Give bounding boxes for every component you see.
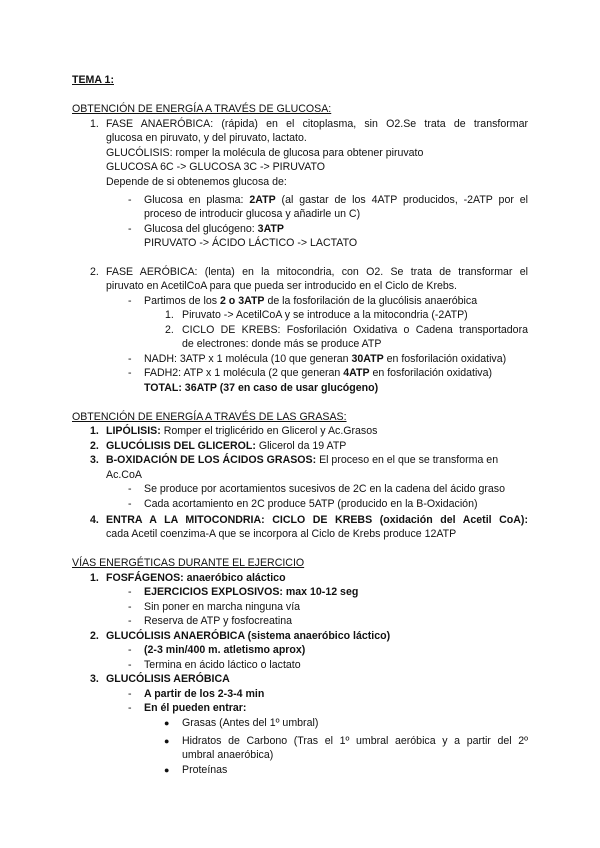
section-heading-exercise: VÍAS ENERGÉTICAS DURANTE EL EJERCICIO <box>72 557 305 569</box>
text-line: FASE AERÓBICA: (lenta) en la mitocondria, con O2. Se trata de transformar el <box>106 266 528 278</box>
list-number: 1. <box>90 425 99 437</box>
text-line: GLUCÓLISIS AERÓBICA <box>106 673 230 685</box>
text-line: Cada acortamiento en 2C produce 5ATP (producido en la B-Oxidación) <box>144 498 478 510</box>
text-line: umbral anaeróbica) <box>182 749 274 761</box>
text-line: FADH2: ATP x 1 molécula (2 que generan 4ATP en fosforilación oxidativa) <box>144 367 493 379</box>
dash-marker: - <box>128 498 132 510</box>
text-line: Glucosa en plasma: 2ATP (al gastar de los 4ATP producidos, -2ATP por el <box>144 194 528 206</box>
text-line: GLUCÓLISIS ANAERÓBICA (sistema anaeróbico láctico) <box>106 630 391 642</box>
text-line: EJERCICIOS EXPLOSIVOS: max 10-12 seg <box>144 586 359 598</box>
list-number: 2. <box>90 266 99 278</box>
dash-marker: - <box>128 367 132 379</box>
dash-marker: - <box>128 702 132 714</box>
text-line: GLUCOSA 6C -> GLUCOSA 3C -> PIRUVATO <box>106 161 326 173</box>
text-line: PIRUVATO -> ÁCIDO LÁCTICO -> LACTATO <box>144 237 358 249</box>
text-line: Glucosa del glucógeno: 3ATP <box>144 223 284 235</box>
text-line: de electrones: donde más se produce ATP <box>182 338 382 350</box>
text-line: Piruvato -> AcetilCoA y se introduce a la mitocondria (-2ATP) <box>182 309 468 321</box>
text-line: Grasas (Antes del 1º umbral) <box>182 717 319 729</box>
text-line: Termina en ácido láctico o lactato <box>144 659 301 671</box>
text-line: A partir de los 2-3-4 min <box>144 688 265 700</box>
text-line: Reserva de ATP y fosfocreatina <box>144 615 292 627</box>
list-number: 2. <box>90 440 99 452</box>
text-line: CICLO DE KREBS: Fosforilación Oxidativa o Cadena transportadora <box>182 324 528 336</box>
section-heading-fats: OBTENCIÓN DE ENERGÍA A TRAVÉS DE LAS GRASAS: <box>72 411 347 423</box>
list-number: 1. <box>165 309 174 321</box>
dash-marker: - <box>128 586 132 598</box>
list-number: 2. <box>165 324 174 336</box>
text-line: B-OXIDACIÓN DE LOS ÁCIDOS GRASOS: El proceso en el que se transforma en <box>106 454 499 466</box>
bullet-marker: ● <box>164 765 170 775</box>
text-line: Depende de si obtenemos glucosa de: <box>106 176 287 188</box>
bullet-marker: ● <box>164 718 170 728</box>
dash-marker: - <box>128 353 132 365</box>
section-heading-glucose: OBTENCIÓN DE ENERGÍA A TRAVÉS DE GLUCOSA: <box>72 103 332 115</box>
text-line: GLUCÓLISIS: romper la molécula de glucosa para obtener piruvato <box>106 147 424 159</box>
list-number: 3. <box>90 454 99 466</box>
dash-marker: - <box>128 615 132 627</box>
text-line: Ac.CoA <box>106 469 142 481</box>
list-number: 4. <box>90 514 99 526</box>
text-line: glucosa en piruvato, y del piruvato, lactato. <box>106 132 307 144</box>
dash-marker: - <box>128 688 132 700</box>
bullet-marker: ● <box>164 736 170 746</box>
text-line: Se produce por acortamientos sucesivos de 2C en la cadena del ácido graso <box>144 483 505 495</box>
dash-marker: - <box>128 659 132 671</box>
dash-marker: - <box>128 483 132 495</box>
list-number: 3. <box>90 673 99 685</box>
text-line: ENTRA A LA MITOCONDRIA: CICLO DE KREBS (oxidación del Acetil CoA): <box>106 514 528 526</box>
dash-marker: - <box>128 194 132 206</box>
page-title: TEMA 1: <box>72 74 114 86</box>
total-line: TOTAL: 36ATP (37 en caso de usar glucógeno) <box>144 382 379 394</box>
text-line: En él pueden entrar: <box>144 702 247 714</box>
list-number: 2. <box>90 630 99 642</box>
text-line: proceso de introducir glucosa y añadirle un C) <box>144 208 361 220</box>
text-line: NADH: 3ATP x 1 molécula (10 que generan 30ATP en fosforilación oxidativa) <box>144 353 507 365</box>
text-line: (2-3 min/400 m. atletismo aprox) <box>144 644 306 656</box>
text-line: Partimos de los 2 o 3ATP de la fosforilación de la glucólisis anaeróbica <box>144 295 478 307</box>
dash-marker: - <box>128 295 132 307</box>
text-line: Hidratos de Carbono (Tras el 1º umbral aeróbica y a partir del 2º <box>182 735 528 747</box>
dash-marker: - <box>128 601 132 613</box>
dash-marker: - <box>128 223 132 235</box>
text-line: Proteínas <box>182 764 228 776</box>
text-line: GLUCÓLISIS DEL GLICEROL: Glicerol da 19 ATP <box>106 440 347 452</box>
text-line: FOSFÁGENOS: anaeróbico aláctico <box>106 572 286 584</box>
dash-marker: - <box>128 644 132 656</box>
text-line: Sin poner en marcha ninguna vía <box>144 601 301 613</box>
text-line: FASE ANAERÓBICA: (rápida) en el citoplasma, sin O2.Se trata de transformar <box>106 118 528 130</box>
list-number: 1. <box>90 572 99 584</box>
text-line: cada Acetil coenzima-A que se incorpora al Ciclo de Krebs produce 12ATP <box>106 528 457 540</box>
text-line: LIPÓLISIS: Romper el triglicérido en Glicerol y Ac.Grasos <box>106 425 378 437</box>
text-line: piruvato en AcetilCoA para que pueda ser introducido en el Ciclo de Krebs. <box>106 280 457 292</box>
list-number: 1. <box>90 118 99 130</box>
